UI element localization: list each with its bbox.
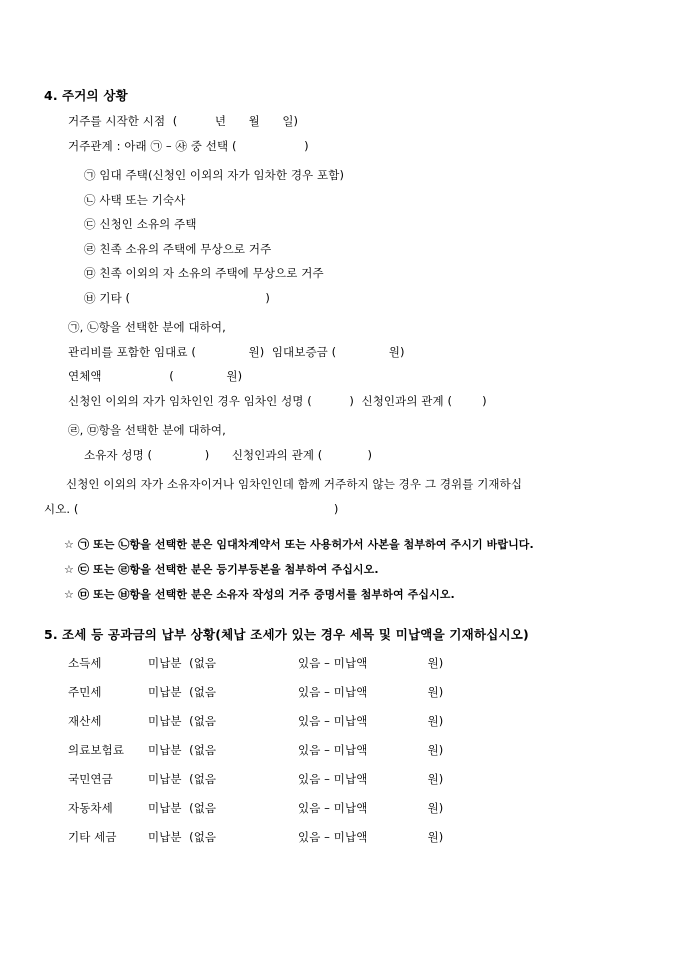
tax-unpaid-amount-field: 있음 – 미납액 원) — [298, 830, 444, 844]
tax-name-automobile-tax: 자동차세 — [68, 801, 113, 815]
option-e-nonrelative-housing-free: ㉤ 친족 이외의 자 소유의 주택에 무상으로 거주 — [84, 266, 324, 280]
section4-title: 주거의 상황 — [62, 88, 128, 103]
section5-heading — [44, 625, 640, 643]
for-options-de-heading: ㉣, ㉤항을 선택한 분에 대하여, — [68, 423, 226, 437]
option-c-owned-housing: ㉢ 신청인 소유의 주택 — [84, 217, 197, 231]
option-f-other: ㉥ 기타 ( ) — [84, 290, 270, 305]
table-row — [44, 771, 640, 787]
section4-heading — [44, 86, 640, 104]
option-b-company-housing: ㉡ 사택 또는 기숙사 — [84, 192, 186, 207]
tax-unpaid-label: 미납분 (없음 — [148, 685, 217, 699]
tax-name-national-pension: 국민연금 — [68, 772, 113, 786]
table-row — [44, 800, 640, 816]
section5-number: 5. — [44, 627, 58, 642]
section4-number: 4. — [44, 88, 58, 103]
tax-unpaid-amount-field: 있음 – 미납액 원) — [298, 801, 444, 815]
non-cohabitation-reason-line2: 시오. ( ) — [44, 501, 339, 516]
star-icon: ☆ — [64, 538, 74, 551]
table-row — [44, 742, 640, 758]
tax-name-income-tax: 소득세 — [68, 656, 102, 670]
tax-rows-list — [44, 655, 640, 845]
rent-and-deposit-line: 관리비를 포함한 임대료 ( 원) 임대보증금 ( 원) — [68, 344, 405, 359]
owner-name-relation-line: 소유자 성명 ( ) 신청인과의 관계 ( ) — [84, 447, 373, 462]
tax-name-property-tax: 재산세 — [68, 714, 102, 728]
tax-unpaid-label: 미납분 (없음 — [148, 714, 217, 728]
other-lessee-name-relation-line: 신청인 이외의 자가 임차인인 경우 임차인 성명 ( ) 신청인과의 관계 ( ) — [68, 393, 487, 408]
option-a-rental-housing: ㉠ 임대 주택(신청인 이외의 자가 임차한 경우 포함) — [84, 168, 345, 182]
section-tax-payment-status — [44, 625, 640, 845]
tax-unpaid-label: 미납분 (없음 — [148, 656, 217, 670]
star-icon: ☆ — [64, 563, 74, 576]
residence-relation-select-line: 거주관계 : 아래 ㉠ – ㉴ 중 선택 ( ) — [68, 138, 309, 153]
option-d-relative-housing-free: ㉣ 친족 소유의 주택에 무상으로 거주 — [84, 241, 272, 256]
section-housing-situation — [44, 86, 640, 602]
for-options-ab-heading: ㉠, ㉡항을 선택한 분에 대하여, — [68, 320, 226, 334]
tax-unpaid-label: 미납분 (없음 — [148, 772, 217, 786]
overdue-amount-line: 연체액 ( 원) — [68, 369, 243, 383]
tax-unpaid-amount-field: 있음 – 미납액 원) — [298, 772, 444, 786]
star-icon: ☆ — [64, 588, 74, 601]
tax-name-medical-insurance: 의료보험료 — [68, 743, 125, 757]
tax-unpaid-label: 미납분 (없음 — [148, 830, 217, 844]
table-row — [44, 655, 640, 671]
note-attachment-residence-certificate — [44, 586, 640, 602]
tax-unpaid-label: 미납분 (없음 — [148, 743, 217, 757]
table-row — [44, 684, 640, 700]
note-attachment-registry-copy — [44, 561, 640, 577]
tax-unpaid-label: 미납분 (없음 — [148, 801, 217, 815]
tax-name-resident-tax: 주민세 — [68, 685, 102, 699]
section5-title: 조세 등 공과금의 납부 상황(체납 조세가 있는 경우 세목 및 미납액을 기재하십시오) — [62, 627, 529, 642]
tax-unpaid-amount-field: 있음 – 미납액 원) — [298, 685, 444, 699]
tax-name-other-tax: 기타 세금 — [68, 830, 117, 844]
residence-start-date-line: 거주를 시작한 시점 ( 년 월 일) — [68, 114, 299, 128]
non-cohabitation-reason-line1: 신청인 이외의 자가 소유자이거나 임차인인데 함께 거주하지 않는 경우 그 경위를 기재하십 — [66, 477, 523, 491]
tax-unpaid-amount-field: 있음 – 미납액 원) — [298, 714, 444, 728]
note-text-3: ㉤ 또는 ㉥항을 선택한 분은 소유자 작성의 거주 증명서를 첨부하여 주십시오. — [77, 588, 455, 601]
tax-unpaid-amount-field: 있음 – 미납액 원) — [298, 743, 444, 757]
note-text-1: ㉠ 또는 ㉡항을 선택한 분은 임대차계약서 또는 사용허가서 사본을 첨부하여 주시기 바랍니다. — [77, 538, 534, 551]
tax-unpaid-amount-field: 있음 – 미납액 원) — [298, 656, 444, 670]
table-row — [44, 829, 640, 845]
note-attachment-lease-contract — [44, 536, 640, 552]
table-row — [44, 713, 640, 729]
note-text-2: ㉢ 또는 ㉣항을 선택한 분은 등기부등본을 첨부하여 주십시오. — [77, 563, 379, 576]
